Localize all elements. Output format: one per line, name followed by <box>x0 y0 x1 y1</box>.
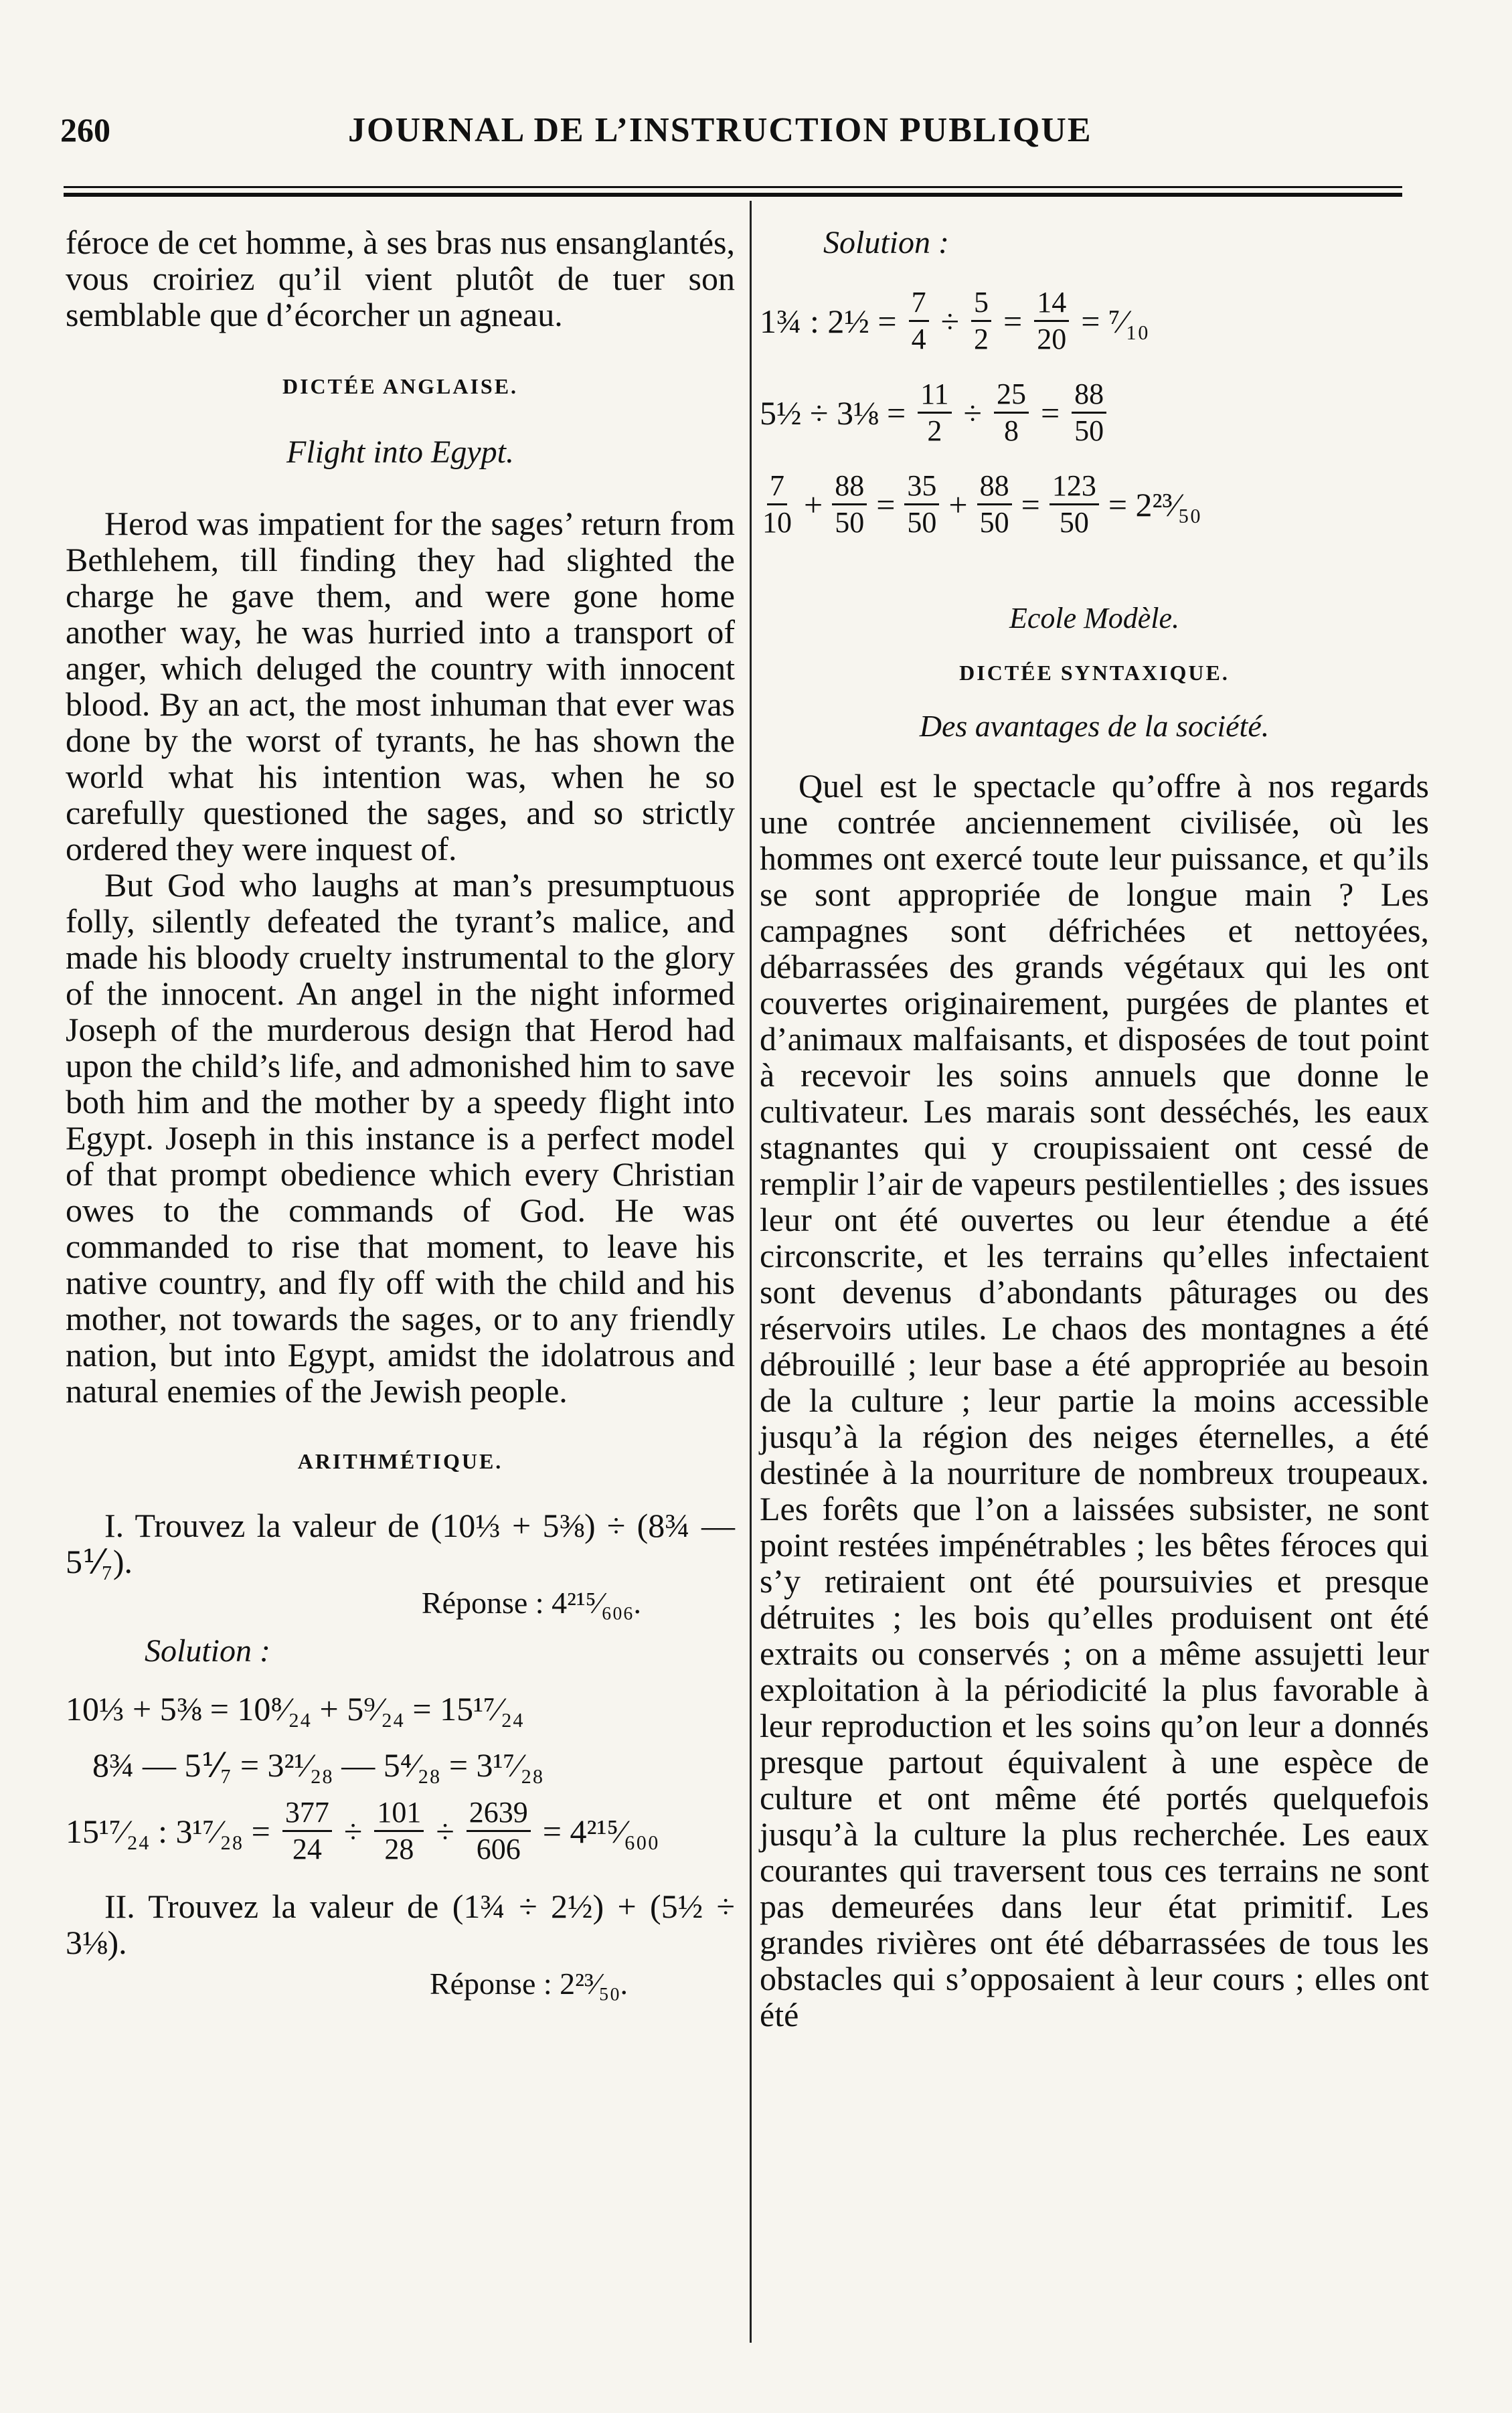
ecole-modele-heading: Ecole Modèle. <box>1009 602 1180 635</box>
problem-2: II. Trouvez la valeur de (1¾ ÷ 2½) + (5½ ÷ 3⅛). <box>66 1888 735 1961</box>
fraction: $\frac{7}{10}$ <box>762 469 792 539</box>
right-column <box>760 224 1429 2033</box>
arithmetique-heading: ARITHMÉTIQUE. <box>297 1449 503 1473</box>
divide-sign: ÷ <box>436 1812 454 1850</box>
herod-paragraph: Herod was impatient for the sages’ return from Bethlehem, till finding they had slighted the charge he gave them, and were gone home another way, he was hurried into a transport of anger, which deluged the country with innocent blood. By an act, the most inhuman that ever was done by the worst of tyrants, he has shown the world what his intention was, when he so carefully questioned the sages, and so strictly ordered they were inquest of. <box>66 505 735 867</box>
fraction: $\frac{123}{50}$ <box>1049 471 1099 537</box>
solution-1-line-3-start: 15¹⁷⁄₂₄ : 3¹⁷⁄₂₈ = <box>66 1812 270 1850</box>
problem-1: I. Trouvez la valeur de (10⅓ + 5⅜) ÷ (8¾ — 5⅟₇). <box>66 1507 735 1580</box>
english-dictation-title: Flight into Egypt. <box>286 434 514 470</box>
dictee-syntaxique-heading: DICTÉE SYNTAXIQUE. <box>959 661 1230 685</box>
fraction: $\frac{11}{2}$ <box>918 380 951 446</box>
running-head <box>60 110 1405 157</box>
solution-1-result: = 4²¹⁵⁄₆₀₀ <box>542 1812 659 1850</box>
fraction: $\frac{7}{4}$ <box>909 288 929 354</box>
fraction: $\frac{14}{20}$ <box>1034 288 1069 354</box>
fraction: $\frac{25}{8}$ <box>994 380 1029 446</box>
fraction: $\frac{101}{28}$ <box>374 1798 424 1864</box>
divide-sign: ÷ <box>343 1812 363 1850</box>
solution-2-line-2: 5½ ÷ 3⅛ = $\frac{11}{2}$ ÷ $\frac{25}{8}$ = $\frac{88}{50}$ <box>760 380 1429 446</box>
left-column <box>66 224 735 2001</box>
fraction: $\frac{5}{2}$ <box>971 288 991 354</box>
fraction: $\frac{377}{24}$ <box>282 1798 332 1864</box>
solution-1-line-3 <box>66 1798 735 1864</box>
solution-label-1: Solution : <box>145 1633 270 1669</box>
french-paragraph: Quel est le spectacle qu’offre à nos regards une contrée anciennement civilisée, où les hommes ont exercé toute leur puissance, et qu’ils se sont appropriée de longue main ? Les campagnes sont défrichées et nettoyées, débarrassées des grands végétaux qui les ont couvertes originairement, purgées de plantes et d’animaux malfaisants, et disposées de tout point à recevoir les soins annuels que donne le cultivateur. Les marais sont desséchés, les eaux stagnantes qui y croupissaient ont cessé de remplir l’air de vapeurs pestilentielles ; des issues leur ont été ouvertes ou leur étendue a été circonscrite, et les terrains qu’elles infectaient sont devenus d’abondants pâturages ou des réservoirs utiles. Le chaos des montagnes a été débrouillé ; leur base a été appropriée au besoin de la culture ; leur partie la moins accessible jusqu’à la région des neiges éternelles, a été destinée à la nourriture de nombreux troupeaux. Les forêts que l’on a laissées subsister, ne sont point restées impénétrables ; les bêtes féroces qui s’y retiraient ont été poursuivies et presque détruites ; les bois qu’elles produisent ont été extraits ou conservés ; on a même assujetti leur exploitation à la périodicité la plus favorable à leur reproduction et les soins qu’on leur a donnés presque partout équivalent à une espèce de culture et ont même été portés quelquefois jusqu’à la culture la plus recherchée. Les eaux courantes qui traversent tous ces terrains ne sont pas demeurées dans leur état primitif. Les grandes rivières ont été débarrassées de tous les obstacles qui s’opposaient à leur cours ; elles ont été <box>760 767 1429 2033</box>
equals-sign: = <box>1021 485 1040 523</box>
divide-sign: ÷ <box>940 302 960 340</box>
fraction: $\frac{88}{50}$ <box>977 471 1012 537</box>
god-paragraph: But God who laughs at man’s presumptuous folly, silently defeated the tyrant’s malice, and made his bloody cruelty instrumental to the glory of the innocent. An angel in the night informed Joseph of the murderous design that Herod had upon the child’s life, and admonished him to save both him and the mother by a speedy flight into Egypt. Joseph in this instance is a perfect model of that prompt obedience which every Christian owes to the commands of God. He was commanded to rise that moment, to leave his native country, and fly off with the child and his mother, not towards the sages, or to any friendly nation, but into Egypt, amidst the idolatrous and natural enemies of the Jewish people. <box>66 866 735 1410</box>
fraction: $\frac{35}{50}$ <box>904 471 939 537</box>
answer-2: Réponse : 2²³⁄₅₀. <box>429 1967 628 2001</box>
french-dictation-title: Des avantages de la société. <box>919 709 1270 743</box>
solution-1-line-2: 8¾ — 5⅟₇ = 3²¹⁄₂₈ — 5⁴⁄₂₈ = 3¹⁷⁄₂₈ <box>92 1746 544 1784</box>
column-divider <box>750 201 752 2343</box>
solution-2-line-1: 1¾ : 2½ = $\frac{7}{4}$ ÷ $\frac{5}{2}$ = $\frac{14}{20}$ = ⁷⁄₁₀ <box>760 286 1149 355</box>
dictee-anglaise-heading: DICTÉE ANGLAISE. <box>282 374 519 398</box>
plus-sign: + <box>804 485 823 523</box>
solution-label-2: Solution : <box>823 225 949 260</box>
equals-sign: = <box>1003 302 1023 340</box>
answer-1: Réponse : 4²¹⁵⁄₆₀₆. <box>421 1586 641 1620</box>
equals-sign: = <box>876 485 896 523</box>
page-number: 260 <box>60 111 110 149</box>
fraction: $\frac{88}{50}$ <box>832 471 867 537</box>
divide-sign: ÷ <box>963 394 982 432</box>
header-rule-thin <box>64 186 1402 188</box>
plus-sign: + <box>948 485 968 523</box>
journal-title: JOURNAL DE L’INSTRUCTION PUBLIQUE <box>348 111 1092 149</box>
fraction: $\frac{2639}{606}$ <box>467 1798 531 1864</box>
solution-2-line-3: $\frac{7}{10}$ + $\frac{88}{50}$ = $\frac{35}{50}$ + $\frac{88}{50}$ = $\frac{123}{50}$ = 2²³⁄₅₀ <box>760 471 1429 537</box>
fraction: $\frac{88}{50}$ <box>1072 380 1106 446</box>
header-rule-thick <box>64 193 1402 197</box>
intro-paragraph: féroce de cet homme, à ses bras nus ensanglantés, vous croiriez qu’il vient plutôt de tuer son semblable que d’écorcher un agneau. <box>66 224 735 333</box>
equals-sign: = <box>1040 394 1060 432</box>
solution-1-line-1: 10⅓ + 5⅜ = 10⁸⁄₂₄ + 5⁹⁄₂₄ = 15¹⁷⁄₂₄ <box>66 1690 524 1728</box>
